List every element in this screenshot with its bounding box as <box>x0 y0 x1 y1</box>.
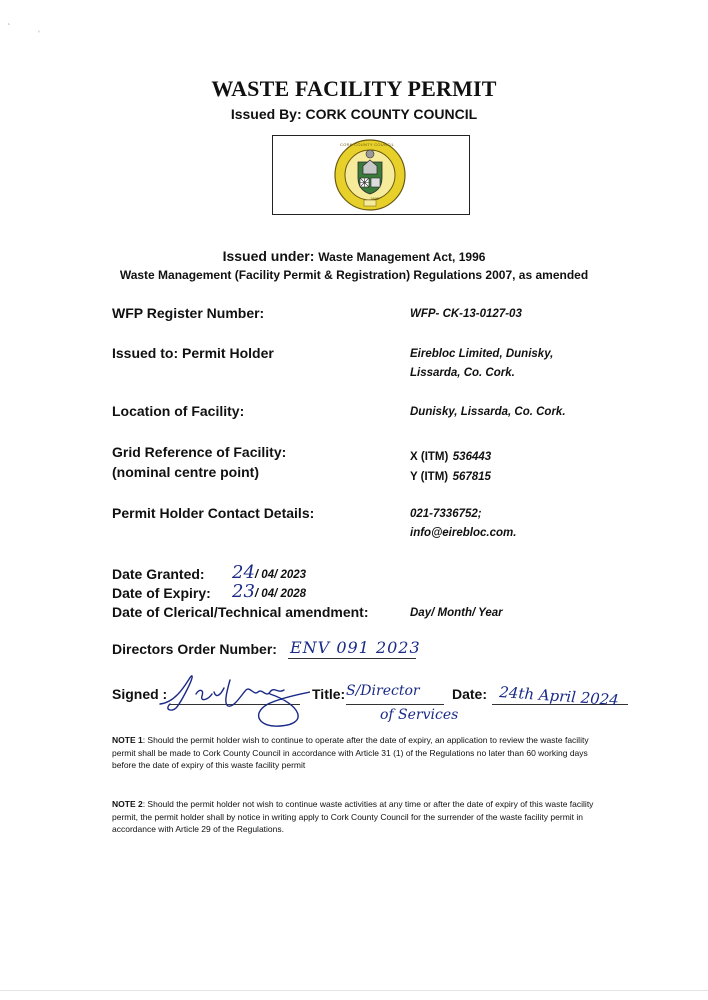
note-2-label: NOTE 2 <box>112 799 143 809</box>
grid-y-value: 567815 <box>452 471 491 483</box>
grid-reference-label: Grid Reference of Facility: <box>112 444 287 460</box>
directors-order-underline <box>288 658 416 659</box>
contact-phone: 021-7336752; <box>410 508 482 520</box>
regulations-line: Waste Management (Facility Permit & Registration) Regulations 2007, as amended <box>119 268 589 282</box>
grid-x <box>410 447 491 465</box>
register-number-value: WFP- CK-13-0127-03 <box>410 308 522 320</box>
logo-frame <box>272 135 470 215</box>
amendment-value: Day/ Month/ Year <box>410 607 503 619</box>
contact-email: info@eirebloc.com. <box>410 527 517 539</box>
page-title: WASTE FACILITY PERMIT <box>211 76 497 101</box>
act-name: Waste Management Act, 1996 <box>318 250 486 264</box>
title-underline <box>346 704 444 705</box>
signed-label: Signed : <box>112 686 168 702</box>
issued-under-line <box>0 248 708 264</box>
date-handwritten: 24th April 2024 <box>498 683 620 710</box>
note-1-text: : Should the permit holder wish to continue to operate after the date of expiry, an application to review the waste facility permit shall be made to Cork County Council in accordance with Article 31 (1) of the Regulations no later than 60 working days before the date of expiry of this waste facility permit <box>112 735 589 771</box>
directors-order-value: ENV 091 2023 <box>290 638 421 657</box>
note-1 <box>112 734 606 772</box>
grid-y <box>410 467 491 485</box>
date-expiry-day: 23 <box>232 581 255 602</box>
issued-under-label: Issued under: <box>222 248 315 264</box>
title-label: Title: <box>312 686 346 702</box>
note-1-label: NOTE 1 <box>112 735 143 745</box>
note-2 <box>112 798 606 836</box>
date-granted-rest: / 04/ 2023 <box>254 569 307 581</box>
amendment-label: Date of Clerical/Technical amendment: <box>112 604 369 620</box>
page-edge <box>0 990 708 991</box>
location-value: Dunisky, Lissarda, Co. Cork. <box>410 406 566 418</box>
title-handwritten-second-line: of Services <box>380 707 459 723</box>
grid-x-prefix: X (ITM) <box>410 451 449 463</box>
issued-by: Issued By: CORK COUNTY COUNCIL <box>230 106 478 122</box>
scan-mark: ‘ <box>8 22 10 31</box>
grid-reference-sublabel: (nominal centre point) <box>112 464 259 480</box>
directors-order-label: Directors Order Number: <box>112 641 277 657</box>
seal-year: 1899 <box>370 196 379 201</box>
register-number-label: WFP Register Number: <box>112 305 265 321</box>
note-2-text: : Should the permit holder not wish to continue waste activities at any time or after the date of expiry of this waste facility permit, the permit holder shall by notice in writing apply to Cork County Council for the surrender of the waste facility permit in accordance with Article 29 of the Regulations. <box>112 799 594 835</box>
location-label: Location of Facility: <box>112 403 245 419</box>
date-label: Date: <box>452 686 488 702</box>
contact-label: Permit Holder Contact Details: <box>112 505 315 521</box>
date-granted-day: 24 <box>232 562 255 583</box>
date-expiry-value <box>232 581 306 602</box>
issued-to-line1: Eirebloc Limited, Dunisky, <box>410 348 554 360</box>
date-granted-value <box>232 562 306 583</box>
grid-y-prefix: Y (ITM) <box>410 471 449 483</box>
seal-text: CORK COUNTY COUNCIL <box>340 142 395 147</box>
scan-mark: ʼ <box>38 30 40 39</box>
title-handwritten: S/Director <box>346 683 420 699</box>
handwritten-signature <box>150 664 310 730</box>
date-expiry-label: Date of Expiry: <box>112 585 211 601</box>
issued-to-label: Issued to: Permit Holder <box>112 345 274 361</box>
date-expiry-rest: / 04/ 2028 <box>254 588 307 600</box>
grid-x-value: 536443 <box>452 451 492 463</box>
date-granted-label: Date Granted: <box>112 566 205 582</box>
issued-to-line2: Lissarda, Co. Cork. <box>410 367 515 379</box>
